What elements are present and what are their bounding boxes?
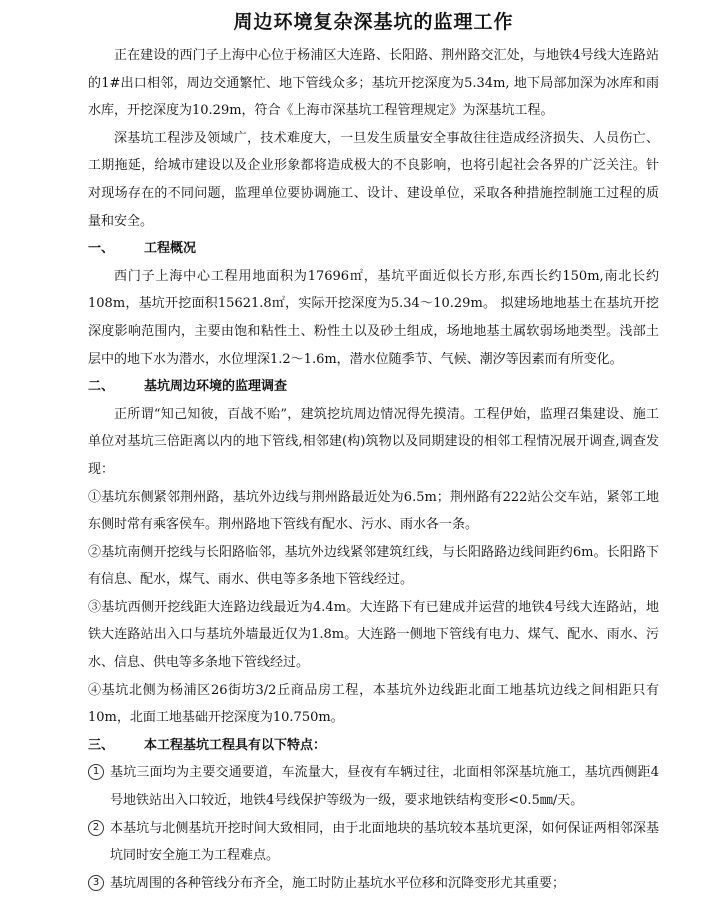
section-1-body: 西门子上海中心工程用地面积为17696㎡，基坑平面近似长方形,东西长约150m,南北长约108m，基坑开挖面积15621.8㎡，实际开挖深度为5.34～10.29m。 拟建场地地基土在基坑开挖深度影响范围内，主要由饱和粘性土、粉性土以及砂土组成，场地地基土属软弱场地类型。浅部土层中的地下水为潜水，水位埋深1.2～1.6m，潜水位随季节、气候、潮汐等因素而有所变化。 [88, 268, 659, 367]
section-3-item-2 [88, 815, 659, 870]
circled-number-1: 1 [88, 764, 104, 780]
section-3-item-3 [88, 870, 659, 897]
section-3-heading [88, 732, 659, 760]
section-2-item-4: ④基坑北侧为杨浦区26街坊3/2丘商品房工程，本基坑外边线距北面工地基坑边线之间相距只有10m，北面工地基础开挖深度为10.750m。 [88, 682, 659, 726]
section-1-number: 一、 [88, 241, 115, 257]
section-2-heading [88, 373, 659, 401]
circled-number-2: 2 [88, 820, 104, 836]
section-2-number: 二、 [88, 379, 115, 395]
section-2-item-3: ③基坑西侧开挖线距大连路边线最近为4.4m。大连路下有已建成并运营的地铁4号线大连路站，地铁大连路站出入口与基坑外墙最近仅为1.8m。大连路一侧地下管线有电力、煤气、配水、雨水、污水、信息、供电等多条地下管线经过。 [88, 599, 659, 671]
section-1-title: 工程概况 [144, 241, 197, 257]
document-title: 周边环境复杂深基坑的监理工作 [233, 11, 514, 33]
section-3-title: 本工程基坑工程具有以下特点： [144, 737, 327, 753]
section-3-item-1-text: 基坑三面均为主要交通要道，车流量大，昼夜有车辆过往，北面相邻深基坑施工，基坑西侧距4号地铁站出入口较近，地铁4号线保护等级为一级，要求地铁结构变形<0.5㎜/天。 [110, 765, 659, 809]
circled-number-3: 3 [88, 875, 104, 891]
section-3-item-3-text: 基坑周围的各种管线分布齐全，施工时防止基坑水平位移和沉降变形尤其重要； [110, 875, 566, 891]
section-2-title: 基坑周边环境的监理调查 [144, 379, 288, 395]
section-2-intro: 正所谓“知己知彼，百战不贻”，建筑挖坑周边情况得先摸清。工程伊始，监理召集建设、施工单位对基坑三倍距离以内的地下管线,相邻建(构)筑物以及同期建设的相邻工程情况展开调查,调查发现： [88, 406, 659, 477]
section-2-item-1: ①基坑东侧紧邻荆州路，基坑外边线与荆州路最近处为6.5m；荆州路有222站公交车站，紧邻工地东侧时常有乘客侯车。荆州路地下管线有配水、污水、雨水各一条。 [88, 489, 659, 533]
section-3-number: 三、 [88, 737, 115, 753]
intro-paragraph-2: 深基坑工程涉及领域广，技术难度大，一旦发生质量安全事故往往造成经济损失、人员伤亡、工期拖延，给城市建设以及企业形象都将造成极大的不良影响，也将引起社会各界的广泛关注。针对现场存在的不同问题，监理单位要协调施工、设计、建设单位，采取各种措施控制施工过程的质量和安全。 [88, 130, 659, 229]
section-2-item-2: ②基坑南侧开挖线与长阳路临邻，基坑外边线紧邻建筑红线，与长阳路路边线间距约6m。长阳路下有信息、配水，煤气、雨水、供电等多条地下管线经过。 [88, 544, 659, 588]
section-3-item-1 [88, 759, 659, 814]
section-3-item-2-text: 本基坑与北侧基坑开挖时间大致相同，由于北面地块的基坑较本基坑更深，如何保证两相邻深基坑同时安全施工为工程难点。 [110, 820, 659, 864]
intro-paragraph-1: 正在建设的西门子上海中心位于杨浦区大连路、长阳路、荆州路交汇处，与地铁4号线大连路站的1#出口相邻，周边交通繁忙、地下管线众多；基坑开挖深度为5.34m, 地下局部加深为冰库和雨水库，开挖深度为10.29m，符合《上海市深基坑工程管理规定》为深基坑工程。 [88, 48, 659, 119]
section-1-heading [88, 235, 659, 263]
